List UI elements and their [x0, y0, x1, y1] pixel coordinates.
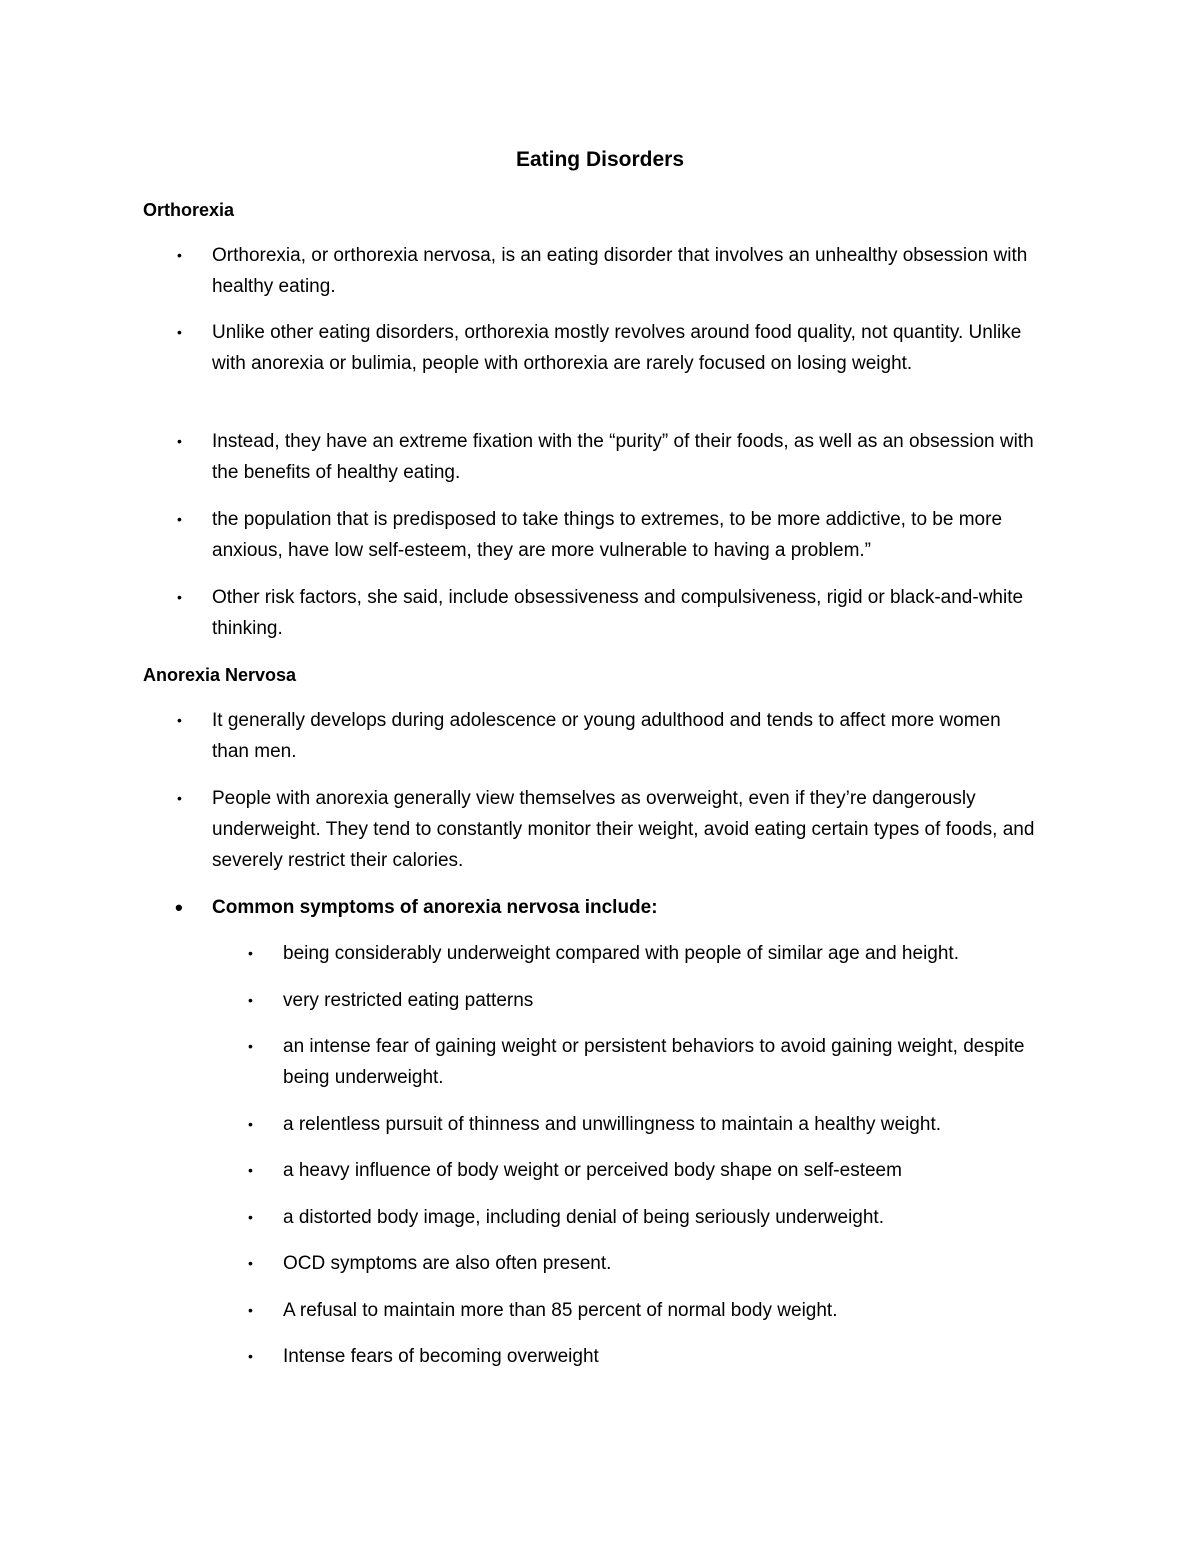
sub-list-item — [248, 1341, 1073, 1372]
sub-list-item-text: Intense fears of becoming overweight — [283, 1346, 599, 1367]
sub-list-item-text: being considerably underweight compared with people of similar age and height. — [283, 943, 959, 964]
list-item — [177, 705, 1042, 767]
bullet-icon: • — [248, 1348, 253, 1364]
bullet-icon: • — [177, 511, 182, 527]
list-item-text: Other risk factors, she said, include obsessiveness and compulsiveness, rigid or black-and-white thinking. — [212, 587, 1024, 639]
bullet-icon: • — [177, 712, 182, 728]
sub-list-item — [248, 1109, 1073, 1140]
section-heading-anorexia-nervosa: Anorexia Nervosa — [143, 665, 297, 685]
bullet-icon: • — [177, 433, 182, 449]
bullet-icon: • — [248, 1302, 253, 1318]
bullet-icon: • — [248, 945, 253, 961]
sub-list-item — [248, 1202, 1073, 1233]
bullet-icon: • — [177, 324, 182, 340]
list-item-symptoms-heading — [175, 892, 1042, 923]
sub-list-item-text: a relentless pursuit of thinness and unwillingness to maintain a healthy weight. — [283, 1114, 941, 1135]
sub-list-item-text: a distorted body image, including denial of being seriously underweight. — [283, 1207, 884, 1228]
sub-list-item — [248, 1031, 1073, 1093]
list-item-text: People with anorexia generally view themselves as overweight, even if they’re dangerously underweight. They tend to constantly monitor their weight, avoid eating certain types of foods, and severely restrict their calories. — [212, 788, 1035, 871]
bullet-icon: • — [175, 895, 183, 920]
sub-list-item-text: A refusal to maintain more than 85 percent of normal body weight. — [283, 1300, 838, 1321]
sub-list-item-text: very restricted eating patterns — [283, 990, 534, 1011]
bullet-icon: • — [248, 1038, 253, 1054]
sub-list-item — [248, 1295, 1073, 1326]
list-item — [177, 240, 1042, 302]
document-title: Eating Disorders — [515, 148, 685, 171]
list-item — [177, 426, 1042, 488]
list-item-text: It generally develops during adolescence or young adulthood and tends to affect more women than men. — [212, 710, 1001, 762]
list-item — [177, 317, 1042, 379]
sub-list-item — [248, 938, 1073, 969]
list-item-text: the population that is predisposed to take things to extremes, to be more addictive, to be more anxious, have low self-esteem, they are more vulnerable to having a problem.” — [212, 509, 1003, 561]
sub-list-item-text: a heavy influence of body weight or perceived body shape on self-esteem — [283, 1160, 902, 1181]
bullet-icon: • — [177, 589, 182, 605]
list-item — [177, 783, 1042, 876]
list-item-text: Instead, they have an extreme fixation with the “purity” of their foods, as well as an obsession with the benefits of healthy eating. — [212, 431, 1034, 483]
list-item — [177, 504, 1042, 566]
list-item-text: Common symptoms of anorexia nervosa include: — [212, 897, 658, 918]
list-item — [177, 582, 1042, 644]
bullet-icon: • — [177, 247, 182, 263]
bullet-icon: • — [248, 1116, 253, 1132]
sub-list-item-text: an intense fear of gaining weight or persistent behaviors to avoid gaining weight, despite being underweight. — [283, 1036, 1025, 1088]
sub-list-item-text: OCD symptoms are also often present. — [283, 1253, 612, 1274]
list-item-text: Orthorexia, or orthorexia nervosa, is an eating disorder that involves an unhealthy obsession with healthy eating. — [212, 245, 1028, 297]
bullet-icon: • — [248, 1162, 253, 1178]
bullet-icon: • — [248, 1209, 253, 1225]
sub-list-item — [248, 1155, 1073, 1186]
bullet-icon: • — [248, 992, 253, 1008]
sub-list-item — [248, 985, 1073, 1016]
bullet-icon: • — [177, 790, 182, 806]
list-item-text: Unlike other eating disorders, orthorexia mostly revolves around food quality, not quantity. Unlike with anorexia or bulimia, people with orthorexia are rarely focused on losing weight. — [212, 322, 1022, 374]
bullet-icon: • — [248, 1255, 253, 1271]
sub-list-item — [248, 1248, 1073, 1279]
section-heading-orthorexia: Orthorexia — [143, 200, 235, 220]
